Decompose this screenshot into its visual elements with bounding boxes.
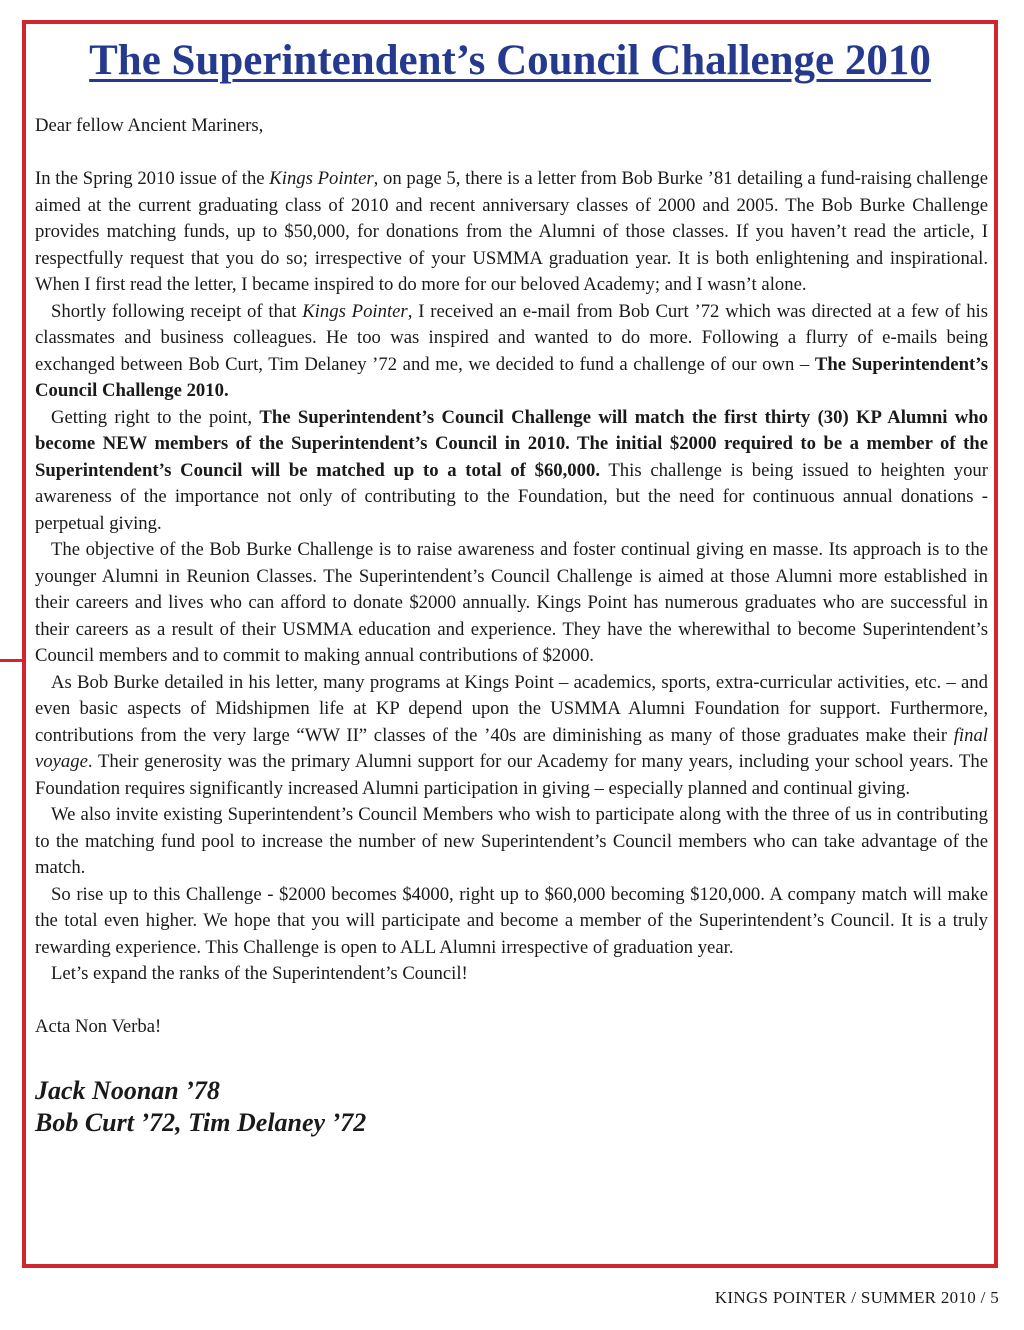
challenge-terms-bold: The Superintendent’s Council Challenge will match the first thirty (30) KP Alumni who become NEW members of the Superintendent’s Council in 2010. The initial $2000 required to be a member of the Superintendent’s Council will be matched up to a total of $60,000. xyxy=(35,406,988,481)
paragraph-2 xyxy=(35,299,988,405)
paragraph-5-text-a: As Bob Burke detailed in his letter, many programs at Kings Point – academics, sports, extra-curricular activities, etc. – and even basic aspects of Midshipmen life at KP depend upon the USMMA Alumni Foundation for support. Furthermore, contributions from the very large “WW II” classes of the ’40s are diminishing as many of those graduates make their xyxy=(35,671,988,746)
signature-block xyxy=(35,1075,988,1139)
page-footer: KINGS POINTER / SUMMER 2010 / 5 xyxy=(714,1288,999,1307)
article-body xyxy=(35,113,988,1139)
paragraph-3 xyxy=(35,405,988,538)
salutation: Dear fellow Ancient Mariners, xyxy=(35,115,264,136)
paragraph-3-text-a: Getting right to the point, xyxy=(51,406,260,428)
paragraph-5 xyxy=(35,670,988,803)
publication-name: Kings Pointer xyxy=(302,300,408,322)
paragraph-8: Let’s expand the ranks of the Superintendent’s Council! xyxy=(51,963,468,984)
paragraph-5-text-c: . Their generosity was the primary Alumni support for our Academy for many years, including your school years. The Foundation requires significantly increased Alumni participation in giving – especially planned and continual giving. xyxy=(35,751,988,799)
margin-tick-mark xyxy=(0,659,24,662)
challenge-name-bold: The Superintendent’s Council Challenge 2010. xyxy=(35,353,988,401)
spacer xyxy=(35,140,988,167)
closing-motto: Acta Non Verba! xyxy=(35,1016,162,1037)
paragraph-7: So rise up to this Challenge - $2000 becomes $4000, right up to $60,000 becoming $120,000. A company match will make the total even higher. We hope that you will participate and become a member of the Superintendent’s Council. It is a truly rewarding experience. This Challenge is open to ALL Alumni irrespective of graduation year. xyxy=(35,883,988,958)
paragraph-1-text-c: , on page 5, there is a letter from Bob Burke ’81 detailing a fund-raising challenge aimed at the current graduating class of 2010 and recent anniversary classes of 2000 and 2005. The Bob Burke Challenge provides matching funds, up to $50,000, for donations from the Alumni of those classes. If you haven’t read the article, I respectfully request that you do so; irrespective of your USMMA graduation year. It is both enlightening and inspirational. When I first read the letter, I became inspired to do more for our beloved Academy; and I wasn’t alone. xyxy=(35,168,988,295)
paragraph-6: We also invite existing Superintendent’s Council Members who wish to participate along with the three of us in contributing to the matching fund pool to increase the number of new Superintendent’s Council members who can take advantage of the match. xyxy=(35,804,988,878)
spacer xyxy=(35,988,988,1015)
paragraph-2-text-c: , I received an e-mail from Bob Curt ’72 which was directed at a few of his classmates and business colleagues. He too was inspired and wanted to do more. Following a flurry of e-mails being exchanged between Bob Curt, Tim Delaney ’72 and me, we decided to fund a challenge of our own – xyxy=(35,300,989,375)
paragraph-3-text-c: This challenge is being issued to heighten your awareness of the importance not only of contributing to the Foundation, but the need for continuous annual donations - perpetual giving. xyxy=(35,459,988,534)
publication-name: Kings Pointer xyxy=(269,168,374,189)
paragraph-2-text-a: Shortly following receipt of that xyxy=(51,300,303,322)
article-title: The Superintendent’s Council Challenge 2010 xyxy=(89,37,931,84)
spacer xyxy=(35,1041,988,1075)
paragraph-4: The objective of the Bob Burke Challenge is to raise awareness and foster continual giving en masse. Its approach is to the younger Alumni in Reunion Classes. The Superintendent’s Council Challenge is aimed at those Alumni more established in their careers and lives who can afford to donate $2000 annually. Kings Point has numerous graduates who are successful in their careers as a result of their USMMA education and experience. They have the wherewithal to become Superintendent’s Council members and to commit to making annual contributions of $2000. xyxy=(35,539,988,666)
signature-line-1: Jack Noonan ’78 xyxy=(35,1075,220,1105)
paragraph-1-text-a: In the Spring 2010 issue of the xyxy=(35,168,270,189)
signature-line-2: Bob Curt ’72, Tim Delaney ’72 xyxy=(35,1107,367,1137)
final-voyage-italic: final voyage xyxy=(35,724,988,772)
paragraph-1 xyxy=(35,166,988,299)
